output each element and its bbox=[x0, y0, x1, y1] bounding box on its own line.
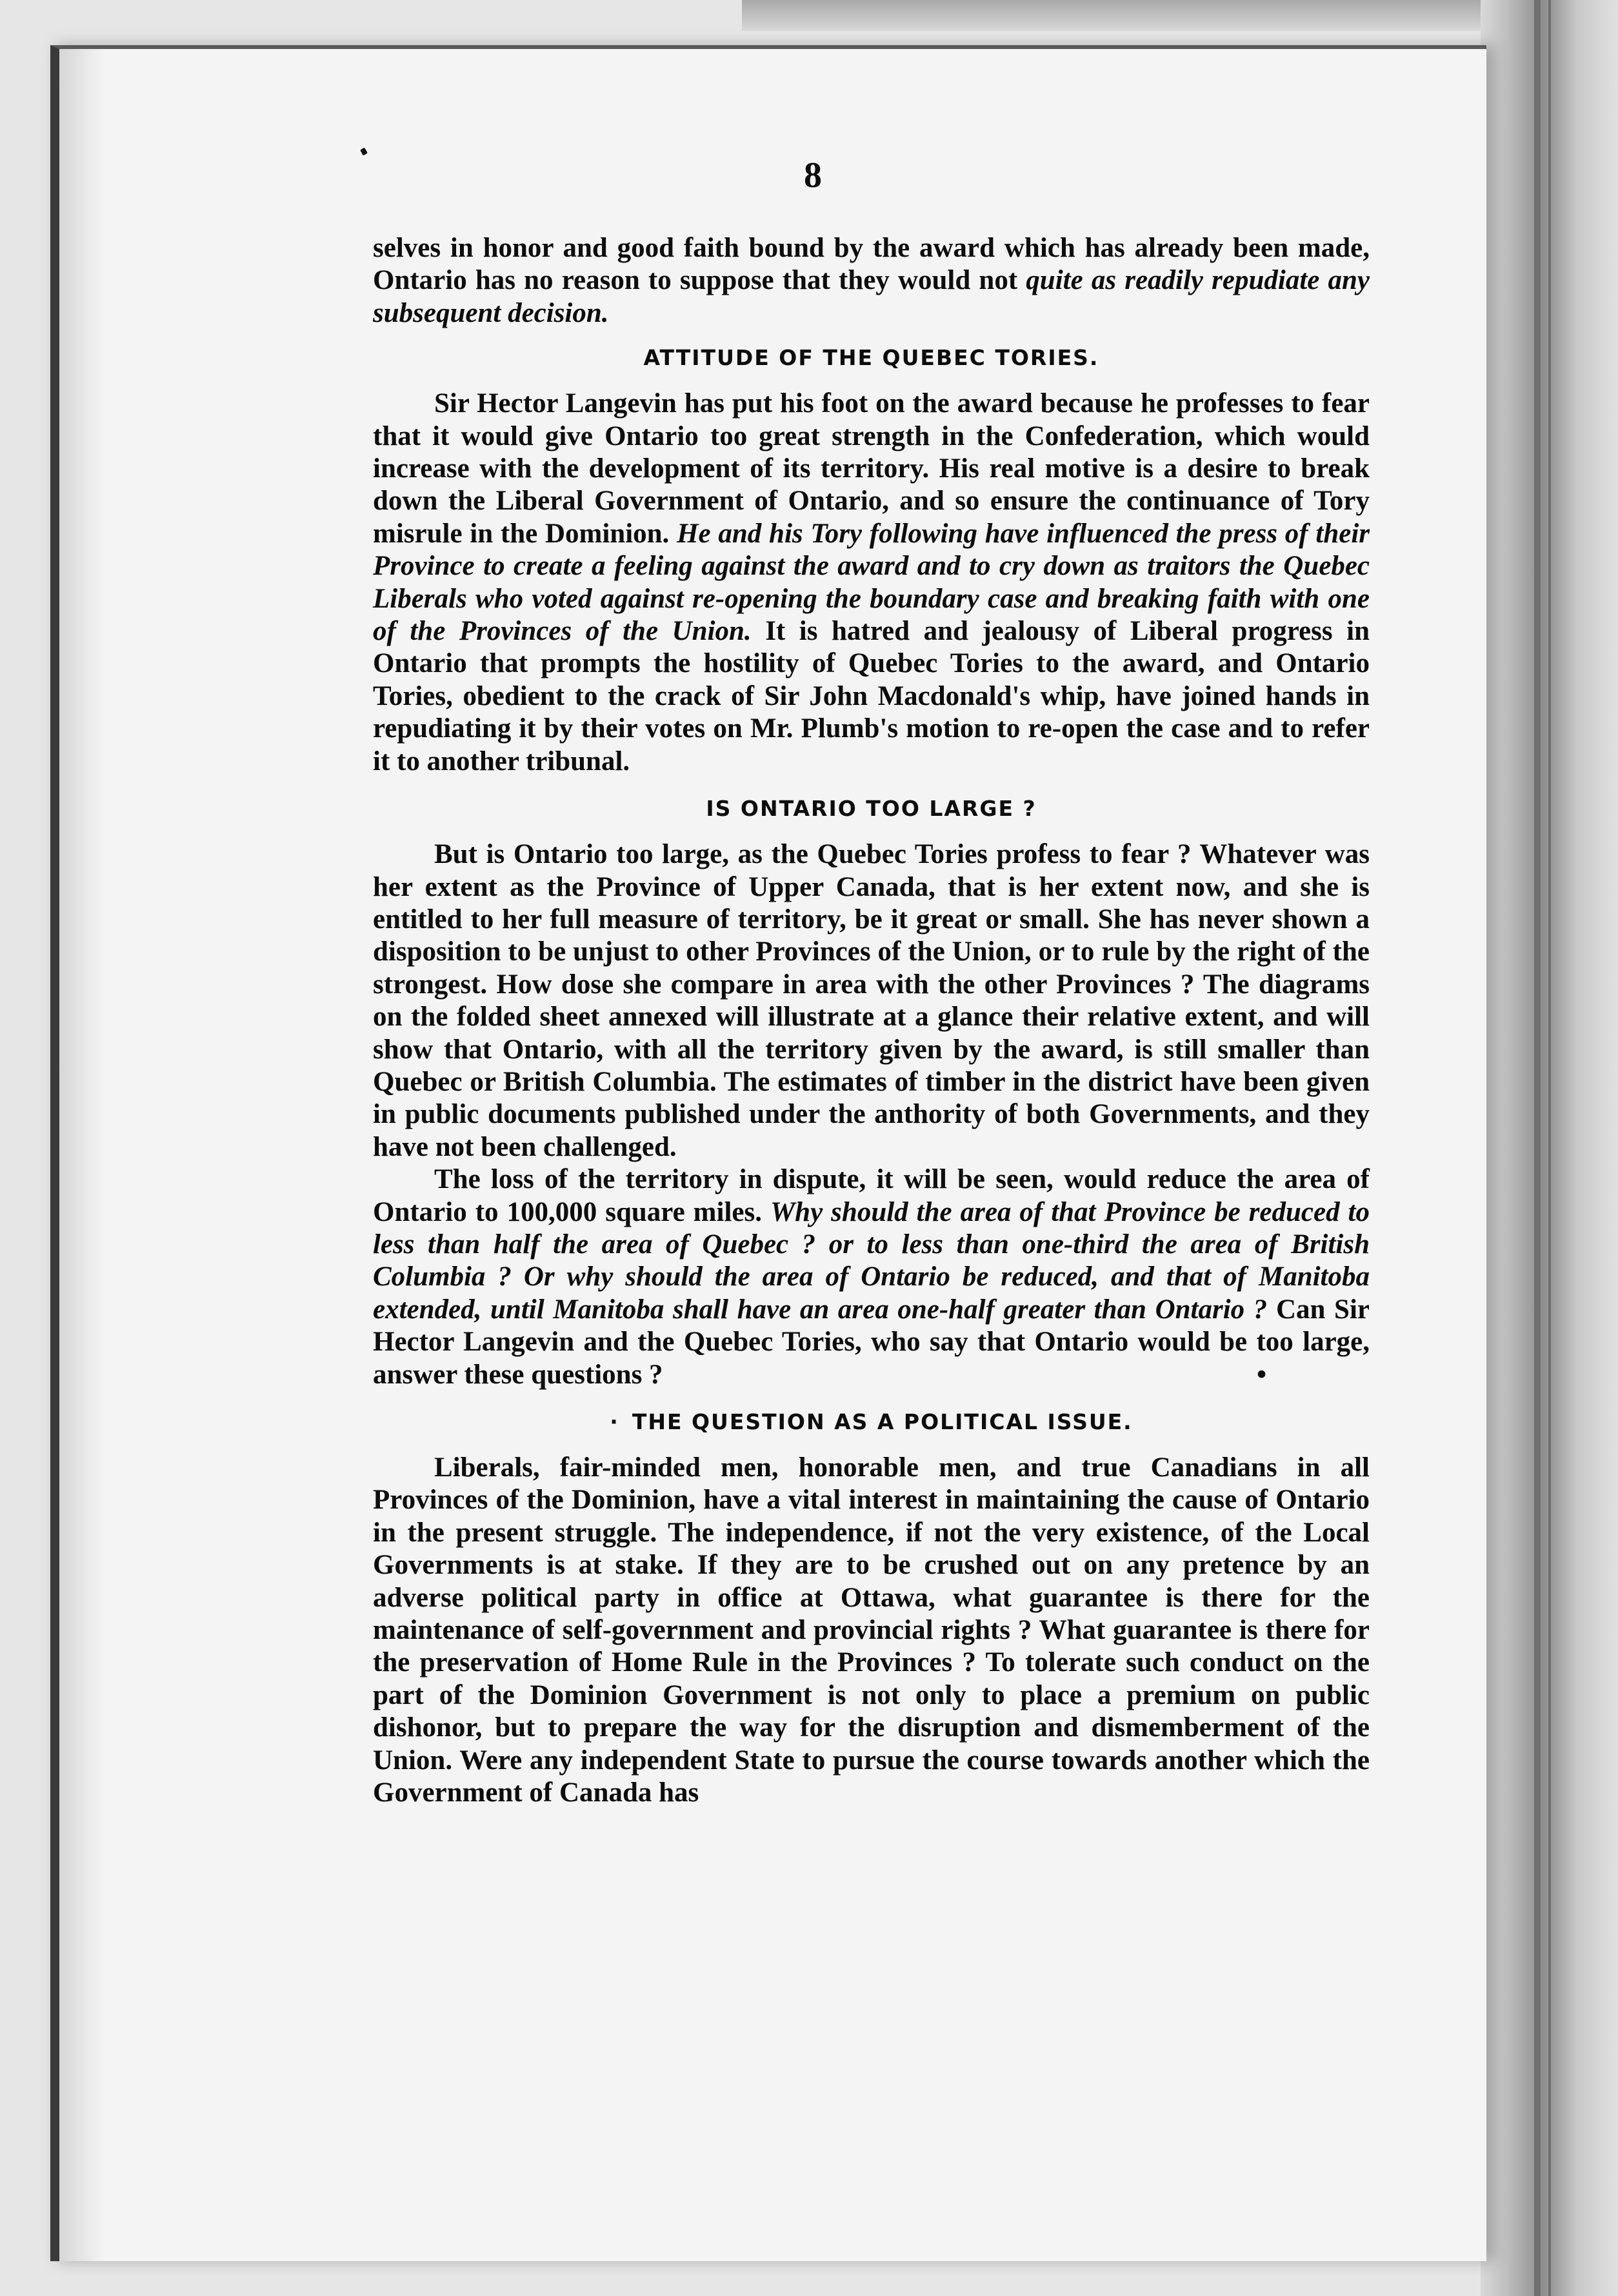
body-text bbox=[373, 232, 1370, 1809]
section-heading-quebec-tories: ATTITUDE OF THE QUEBEC TORIES. bbox=[643, 345, 1099, 371]
section-heading-ontario-too-large: IS ONTARIO TOO LARGE ? bbox=[706, 796, 1037, 822]
heading-bullet: · bbox=[610, 1409, 619, 1434]
paragraph-langevin: Sir Hector Langevin has put his foot on the award because he professes to fear that it would give Ontario too great strength in the Confederation, which would increase with the development of its territory. His real motive is a desire to break down the Liberal Government of Ontario, and so ensure the continuance of Tory misrule in the Dominion. He and his Tory following have influenced the press of their Province to create a feeling against the award and to cry down as traitors the Quebec Liberals who voted against re-opening the boundary case and breaking faith with one of the Provinces of the Union. It is hatred and jealousy of Liberal progress in Ontario that prompts the hostility of Quebec Tories to the award, and Ontario Tories, obedient to the crack of Sir John Macdonald's whip, have joined hands in repudiating it by their votes on Mr. Plumb's motion to re-open the case and to refer it to another tribunal. bbox=[373, 388, 1370, 777]
stray-dot: • bbox=[1256, 1359, 1266, 1390]
spine-line bbox=[1534, 0, 1541, 2296]
paragraph-loss-of-territory: The loss of the territory in dispute, it will be seen, would reduce the area of Ontario to 100,000 square miles. Why should the area of that Province be reduced to less than half the area of Quebec ? or to less than one-third the area of British Columbia ? Or why should the area of Ontario be reduced, and that of Manitoba extended, until Manitoba shall have an area one-half greater than Ontario ? Can Sir Hector Langevin and the Quebec Tories, who say that Ontario would be too large, answer these questions ? • bbox=[373, 1163, 1370, 1391]
spine-line bbox=[1548, 0, 1551, 2296]
section-heading-political-issue: · THE QUESTION AS A POLITICAL ISSUE. bbox=[610, 1409, 1133, 1434]
paragraph-intro: selves in honor and good faith bound by the award which has already been made, Ontario has no reason to suppose that they would not quite as readily repudiate any subsequent decision. bbox=[373, 233, 1370, 328]
paragraph-political-issue: Liberals, fair-minded men, honorable men, and true Canadians in all Provinces of the Dominion, have a vital interest in maintaining the cause of Ontario in the present struggle. The independence, if not the very existence, of the Local Governments is at stake. If they are to be crushed out on any pretence by an adverse political party in office at Ottawa, what guarantee is there for the maintenance of self-government and provincial rights ? What guarantee is there for the preservation of Home Rule in the Provinces ? To tolerate such conduct on the part of the Dominion Government is not only to place a premium on public dishonor, but to prepare the way for the disruption and dismemberment of the Union. Were any independent State to pursue the course towards another which the Government of Canada has bbox=[373, 1452, 1370, 1808]
paragraph-ontario-extent: But is Ontario too large, as the Quebec Tories profess to fear ? Whatever was her extent as the Province of Upper Canada, that is her extent now, and she is entitled to her full measure of territory, be it great or small. She has never shown a disposition to be unjust to other Provinces of the Union, or to rule by the right of the strongest. How dose she compare in area with the other Provinces ? The diagrams on the folded sheet annexed will illustrate at a glance their relative extent, and will show that Ontario, with all the territory given by the award, is still smaller than Quebec or British Columbia. The estimates of timber in the district have been given in public documents published under the anthority of both Governments, and they have not been challenged. bbox=[373, 839, 1370, 1162]
page-number: 8 bbox=[804, 155, 822, 195]
